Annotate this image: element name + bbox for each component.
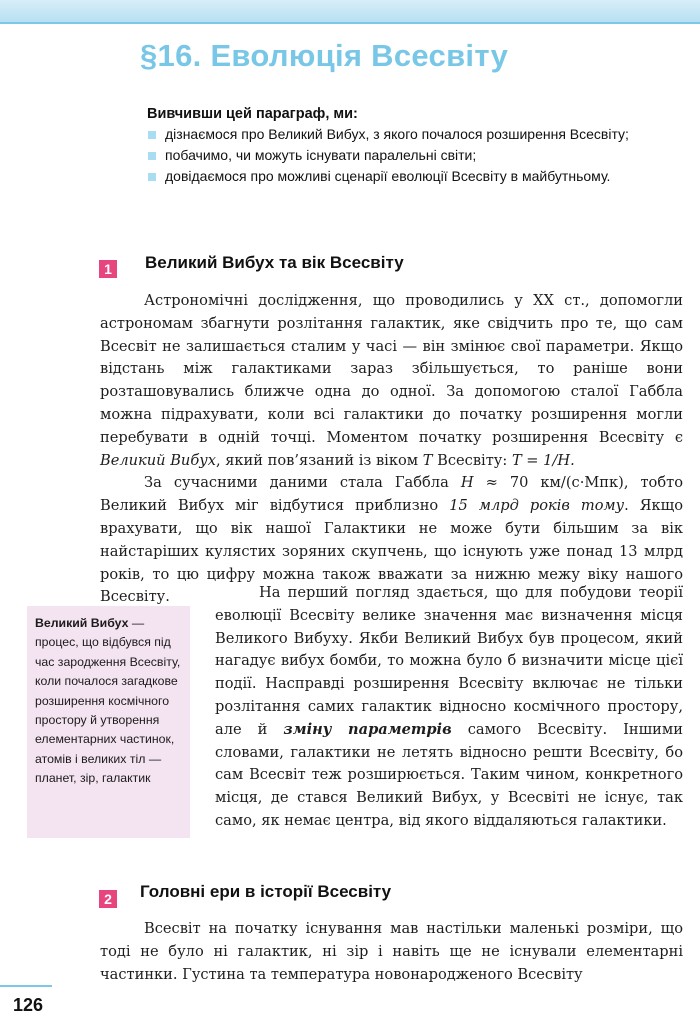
objective-item <box>147 166 692 187</box>
square-bullet-icon <box>148 173 156 181</box>
square-bullet-icon <box>148 131 156 139</box>
top-color-band <box>0 0 700 22</box>
objective-text: довідаємося про можливі сценарії еволюції Всесвіту в майбутньому. <box>165 168 611 184</box>
objective-item <box>147 145 692 166</box>
paragraph: Астрономічні дослідження, що проводились у XX ст., допомогли астрономам збагнути розлітання галактик, яке свідчить про те, що сам Всесвіт не залишається сталим у часі — він змінює свої параметри. Якщо відстань між галактиками зараз збільшується, то раніше вони розташовувались ближче одна до одної. За допомогою сталої Габбла можна підрахувати, коли всі галактики до початку розширення могли перебувати в одній точці. Моментом початку розширення Всесвіту є Великий Вибух, який пов’язаний із віком T Всесвіту: T = 1/H. <box>100 292 683 469</box>
square-bullet-icon <box>148 152 156 160</box>
section-number-badge: 2 <box>99 890 117 908</box>
top-divider <box>0 22 700 24</box>
page-number: 126 <box>13 995 44 1015</box>
page-title: §16. Еволюція Всесвіту <box>140 38 509 73</box>
definition-term: Великий Вибух <box>35 616 129 630</box>
objective-text: побачимо, чи можуть існувати паралельні світи; <box>165 147 477 163</box>
section-heading: Головні ери в історії Всесвіту <box>140 882 392 901</box>
section-heading: Великий Вибух та вік Всесвіту <box>145 253 404 272</box>
section1-body-continued <box>215 582 683 833</box>
section-number-badge: 1 <box>99 260 117 278</box>
objectives-block <box>147 106 692 187</box>
section2-body <box>100 918 683 986</box>
paragraph: Всесвіт на початку існування мав настільки маленькі розміри, що тоді не було ні галактик, ні зір і навіть ще не існували елементарні частинки. Густина та температура новонародженого Всесвіту <box>100 920 683 983</box>
objectives-heading: Вивчивши цей параграф, ми: <box>147 106 358 122</box>
objective-item <box>147 124 692 145</box>
objective-text: дізнаємося про Великий Вибух, з якого почалося розширення Всесвіту; <box>165 126 629 142</box>
paragraph: На перший погляд здається, що для побудови теорії еволюції Всесвіту велике значення має визначення місця Великого Вибуху. Якби Великий Вибух був процесом, який нагадує вибух бомби, то можна було б визначити місце цієї події. Насправді розширення Всесвіту включає не тільки розлітання самих галактик відносно космічного простору, але й зміну параметрів самого Всесвіту. Іншими словами, галактики не летять відносно решти Всесвіту, бо сам Всесвіт теж розширюється. Таким чином, конкретного місця, де стався Великий Вибух, у Всесвіті не існує, так само, як немає центра, від якого віддаляються галактики. <box>215 584 683 829</box>
footer-divider <box>0 985 52 987</box>
paragraph: За сучасними даними стала Габбла H ≈ 70 км/(с·Мпк), тобто Великий Вибух міг відбутися приблизно 15 млрд років тому. Якщо врахувати, що вік нашої Галактики не може бути більшим за вік найстаріших кулястих зоряних скупчень, що існують уже понад 13 млрд років, то цю цифру можна також вважати за нижню межу віку нашого Всесвіту. <box>100 474 684 606</box>
section1-body <box>100 290 683 609</box>
definition-text: Великий Вибух — процес, що відбувся під час зародження Всесвіту, коли почалося загадкове розширення космічного простору й утворення елементарних частинок, атомів і великих тіл — планет, зір, галактик <box>35 616 181 786</box>
